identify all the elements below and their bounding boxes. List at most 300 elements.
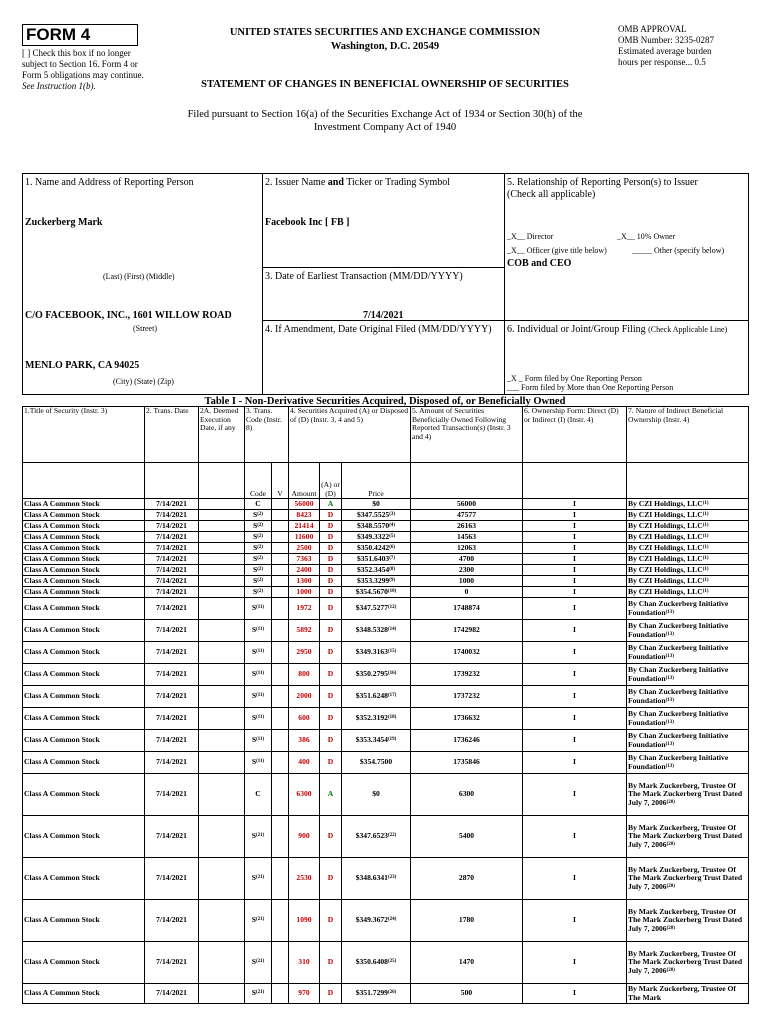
subheader-price: Price — [342, 463, 411, 499]
nature-cell — [627, 521, 749, 532]
security-cell-text: Class A Common Stock — [24, 957, 100, 967]
code-cell-text: S — [251, 735, 257, 745]
amount-cell — [289, 532, 320, 543]
price-cell-text: $350.4242 — [356, 542, 390, 552]
a-or-d-cell — [320, 565, 342, 576]
nature-cell — [627, 984, 749, 1004]
ten-percent-owner-check: _X__ 10% Owner — [617, 232, 676, 241]
price-cell-text: $349.3163 — [355, 647, 388, 657]
date-cell-text: 7/14/2021 — [156, 757, 187, 767]
deemed-date-cell — [199, 708, 245, 730]
ownership-form-cell — [523, 752, 627, 774]
amount-cell-text: 6300 — [296, 789, 312, 799]
owned-cell — [411, 565, 523, 576]
col-header-ownership-form: 6. Ownership Form: Direct (D) or Indirect (I) (Instr. 4) — [523, 407, 627, 463]
table-row — [23, 752, 749, 774]
code-cell-text: S — [252, 509, 258, 519]
amount-cell — [289, 587, 320, 598]
box6-label — [507, 324, 747, 336]
amount-cell-text: 1300 — [296, 575, 312, 585]
footnote-ref: (13) — [665, 719, 674, 725]
omb-approval — [618, 24, 758, 68]
footnote-ref: (21) — [255, 875, 265, 881]
footnote-ref: (21) — [255, 917, 265, 923]
subheader-blank-2 — [145, 463, 199, 499]
v-cell — [272, 664, 289, 686]
a-or-d-cell — [320, 499, 342, 510]
other-check: _____ Other (specify below) — [632, 246, 725, 255]
security-cell — [23, 499, 145, 510]
a-or-d-cell — [320, 620, 342, 642]
footnote-ref: (3) — [389, 511, 396, 517]
owned-cell-text: 1737232 — [453, 691, 480, 701]
date-cell — [145, 664, 199, 686]
deemed-date-cell — [199, 664, 245, 686]
footnote-ref: (11) — [256, 715, 265, 721]
price-cell-text: $348.5570 — [356, 520, 390, 530]
date-cell — [145, 984, 199, 1004]
price-cell-text: $354.5670 — [355, 586, 388, 596]
nature-cell-text: By Mark Zuckerberg, Trustee Of The Mark Zuckerberg Trust Dated July 7, 2006 — [628, 780, 743, 807]
col-header-date: 2. Trans. Date — [145, 407, 199, 463]
owned-cell-text: 4700 — [458, 553, 475, 563]
price-cell-text: $0 — [372, 789, 380, 799]
code-cell — [245, 984, 272, 1004]
date-cell-text: 7/14/2021 — [156, 691, 187, 701]
a-or-d-cell — [320, 942, 342, 984]
footnote-ref: (13) — [665, 631, 674, 637]
date-cell — [145, 510, 199, 521]
price-cell-text: $351.7299 — [355, 988, 388, 998]
a-or-d-cell-text: A — [327, 789, 334, 799]
owned-cell — [411, 686, 523, 708]
price-cell-text: $350.6408 — [355, 957, 388, 967]
footnote-ref: (1) — [702, 511, 709, 517]
security-cell-text: Class A Common Stock — [24, 603, 100, 613]
footnote-ref: (20) — [666, 883, 675, 889]
footnote-ref: (20) — [666, 841, 675, 847]
owned-cell-text: 12063 — [457, 542, 476, 552]
deemed-date-cell — [199, 642, 245, 664]
ownership-form-cell — [523, 554, 627, 565]
ownership-form-cell-text: I — [573, 713, 576, 723]
date-cell-text: 7/14/2021 — [156, 586, 187, 596]
amount-cell — [289, 521, 320, 532]
footnote-ref: (13) — [665, 741, 674, 747]
footnote-ref: (1) — [702, 566, 709, 572]
nature-cell — [627, 587, 749, 598]
footnote-ref: (21) — [255, 959, 265, 965]
box5-label-1: 5. Relationship of Reporting Person(s) to Issuer — [507, 177, 698, 188]
a-or-d-cell — [320, 752, 342, 774]
footnote-ref: (4) — [389, 522, 396, 528]
amount-cell — [289, 510, 320, 521]
ownership-form-cell — [523, 730, 627, 752]
footnote-ref: (26) — [387, 990, 397, 996]
nature-cell-text: By Mark Zuckerberg, Trustee Of The Mark Zuckerberg Trust Dated July 7, 2006 — [628, 948, 743, 975]
price-cell — [342, 942, 411, 984]
nature-cell — [627, 499, 749, 510]
nature-cell — [627, 774, 749, 816]
security-cell-text: Class A Common Stock — [24, 498, 100, 508]
code-cell-text: S — [251, 691, 257, 701]
table-row — [23, 499, 749, 510]
owned-cell-text: 56000 — [457, 498, 476, 508]
a-or-d-cell-text: D — [327, 691, 334, 701]
nature-cell — [627, 942, 749, 984]
amount-cell-text: 310 — [298, 957, 310, 967]
form-title: FORM 4 — [26, 25, 91, 44]
code-cell — [245, 686, 272, 708]
owned-cell — [411, 942, 523, 984]
filing-option-group: ___ Form filed by More than One Reporting Person — [507, 383, 674, 392]
nature-cell — [627, 565, 749, 576]
owned-cell-text: 14563 — [457, 531, 476, 541]
amount-cell — [289, 730, 320, 752]
table-row — [23, 554, 749, 565]
date-cell-text: 7/14/2021 — [156, 531, 187, 541]
a-or-d-cell-text: D — [327, 542, 334, 552]
price-cell — [342, 708, 411, 730]
owned-cell-text: 1736246 — [453, 735, 480, 745]
footnote-ref: (2) — [257, 544, 264, 550]
table-row — [23, 774, 749, 816]
a-or-d-cell — [320, 598, 342, 620]
nature-cell-text: By CZI Holdings, LLC — [628, 520, 703, 530]
code-cell-text: S — [251, 647, 257, 657]
owned-cell — [411, 587, 523, 598]
a-or-d-cell-text: D — [327, 553, 334, 563]
amount-cell-text: 800 — [298, 669, 310, 679]
date-cell-text: 7/14/2021 — [156, 647, 187, 657]
nature-cell-text: By Chan Zuckerberg Initiative Foundation — [628, 665, 729, 683]
owned-cell — [411, 510, 523, 521]
table-row — [23, 942, 749, 984]
owned-cell — [411, 900, 523, 942]
ownership-form-cell — [523, 664, 627, 686]
table-row — [23, 984, 749, 1004]
code-cell-text: C — [255, 789, 261, 799]
footnote-ref: (24) — [387, 917, 397, 923]
amount-cell-text: 7363 — [296, 553, 312, 563]
subheader-blank-3 — [199, 463, 245, 499]
ownership-form-cell — [523, 499, 627, 510]
amount-cell — [289, 598, 320, 620]
ownership-form-cell-text: I — [573, 498, 576, 508]
ownership-form-cell-text: I — [573, 647, 576, 657]
owned-cell-text: 1739232 — [453, 669, 480, 679]
a-or-d-cell-text: D — [327, 575, 334, 585]
deemed-date-cell — [199, 510, 245, 521]
date-cell-text: 7/14/2021 — [156, 831, 187, 841]
price-cell — [342, 554, 411, 565]
col-header-title: 1.Title of Security (Instr. 3) — [23, 407, 145, 463]
amount-cell — [289, 900, 320, 942]
date-cell — [145, 686, 199, 708]
a-or-d-cell — [320, 642, 342, 664]
v-cell — [272, 774, 289, 816]
price-cell — [342, 565, 411, 576]
ownership-form-cell-text: I — [573, 988, 576, 998]
nature-cell — [627, 510, 749, 521]
footnote-ref: (20) — [666, 925, 675, 931]
security-cell — [23, 984, 145, 1004]
owned-cell — [411, 858, 523, 900]
security-cell — [23, 708, 145, 730]
owned-cell — [411, 576, 523, 587]
director-check: _X__ Director — [507, 232, 554, 241]
ownership-form-cell — [523, 858, 627, 900]
security-cell-text: Class A Common Stock — [24, 789, 100, 799]
owned-cell-text: 1740032 — [453, 647, 480, 657]
ownership-form-cell-text: I — [573, 575, 576, 585]
ownership-form-cell-text: I — [573, 542, 576, 552]
footnote-ref: (1) — [702, 522, 709, 528]
table-row — [23, 708, 749, 730]
a-or-d-cell-text: D — [327, 831, 334, 841]
v-cell — [272, 587, 289, 598]
code-cell — [245, 543, 272, 554]
security-cell — [23, 774, 145, 816]
amount-cell — [289, 499, 320, 510]
security-cell-text: Class A Common Stock — [24, 757, 100, 767]
footnote-ref: (1) — [702, 588, 709, 594]
subheader-code: Code — [245, 463, 272, 499]
nature-cell — [627, 816, 749, 858]
box5-label-2: (Check all applicable) — [507, 189, 596, 200]
code-cell-text: S — [252, 575, 258, 585]
nature-cell-text: By Chan Zuckerberg Initiative Foundation — [628, 753, 729, 771]
date-cell — [145, 543, 199, 554]
v-cell — [272, 598, 289, 620]
security-cell-text: Class A Common Stock — [24, 520, 100, 530]
city-address: MENLO PARK, CA 94025 — [25, 360, 140, 371]
date-cell-text: 7/14/2021 — [156, 735, 187, 745]
a-or-d-cell — [320, 576, 342, 587]
code-cell — [245, 532, 272, 543]
form-title-box — [22, 24, 138, 46]
a-or-d-cell-text: D — [327, 713, 334, 723]
a-or-d-cell-text: D — [327, 957, 334, 967]
owned-cell — [411, 730, 523, 752]
date-cell — [145, 598, 199, 620]
code-cell-text: S — [251, 988, 256, 998]
amount-cell-text: 2000 — [296, 691, 312, 701]
date-cell-text: 7/14/2021 — [156, 957, 187, 967]
date-cell-text: 7/14/2021 — [156, 553, 187, 563]
nature-cell-text: By CZI Holdings, LLC — [628, 553, 703, 563]
amount-cell-text: 1000 — [296, 586, 312, 596]
code-cell-text: S — [252, 553, 258, 563]
nature-cell-text: By Mark Zuckerberg, Trustee Of The Mark Zuckerberg Trust Dated July 7, 2006 — [628, 906, 743, 933]
code-cell-text: S — [251, 625, 257, 635]
ownership-form-cell — [523, 510, 627, 521]
nature-cell — [627, 576, 749, 587]
deemed-date-cell — [199, 816, 245, 858]
security-cell — [23, 686, 145, 708]
check-box-see: See Instruction 1(b). — [22, 81, 96, 91]
street-sub-label: (Street) — [133, 324, 157, 333]
box6-label-main: 6. Individual or Joint/Group Filing — [507, 324, 646, 335]
ownership-form-cell-text: I — [573, 757, 576, 767]
price-cell — [342, 510, 411, 521]
v-cell — [272, 708, 289, 730]
footnote-ref: (11) — [256, 737, 265, 743]
owned-cell — [411, 752, 523, 774]
owned-cell-text: 2870 — [458, 873, 475, 883]
a-or-d-cell — [320, 587, 342, 598]
v-cell — [272, 858, 289, 900]
price-cell-text: $348.6341 — [355, 873, 388, 883]
a-or-d-cell — [320, 532, 342, 543]
ownership-form-cell-text: I — [573, 831, 576, 841]
a-or-d-cell-text: A — [327, 498, 334, 508]
reporting-person-box — [22, 173, 263, 395]
security-cell-text: Class A Common Stock — [24, 915, 100, 925]
footnote-ref: (20) — [666, 799, 675, 805]
a-or-d-cell — [320, 708, 342, 730]
col-header-securities: 4. Securities Acquired (A) or Disposed of (D) (Instr. 3, 4 and 5) — [289, 407, 411, 463]
date-cell — [145, 532, 199, 543]
deemed-date-cell — [199, 554, 245, 565]
officer-title: COB and CEO — [507, 258, 572, 269]
price-cell-text: $349.3322 — [356, 531, 390, 541]
security-cell-text: Class A Common Stock — [24, 586, 100, 596]
issuer-box — [262, 173, 505, 268]
nature-cell — [627, 598, 749, 620]
nature-cell — [627, 686, 749, 708]
code-cell-text: S — [251, 915, 256, 925]
date-cell-text: 7/14/2021 — [156, 625, 187, 635]
box5-label — [507, 177, 747, 201]
price-cell-text: $351.6248 — [355, 691, 388, 701]
code-cell — [245, 598, 272, 620]
footnote-ref: (6) — [389, 544, 396, 550]
owned-cell-text: 5400 — [458, 831, 475, 841]
code-cell — [245, 565, 272, 576]
owned-cell — [411, 499, 523, 510]
security-cell — [23, 752, 145, 774]
date-cell-text: 7/14/2021 — [156, 669, 187, 679]
code-cell — [245, 942, 272, 984]
owned-cell-text: 0 — [464, 586, 469, 596]
table-row — [23, 532, 749, 543]
owned-cell — [411, 620, 523, 642]
nature-cell-text: By Chan Zuckerberg Initiative Foundation — [628, 709, 729, 727]
deemed-date-cell — [199, 576, 245, 587]
deemed-date-cell — [199, 532, 245, 543]
footnote-ref: (11) — [256, 693, 265, 699]
filed-line-1: Filed pursuant to Section 16(a) of the Securities Exchange Act of 1934 or Section 30(h) of the — [187, 109, 583, 120]
a-or-d-cell — [320, 554, 342, 565]
subheader-blank-6 — [523, 463, 627, 499]
footnote-ref: (18) — [387, 715, 397, 721]
a-or-d-cell-text: D — [327, 915, 334, 925]
amount-cell-text: 5892 — [296, 625, 312, 635]
owned-cell-text: 1748874 — [453, 603, 480, 613]
footnote-ref: (7) — [389, 555, 396, 561]
code-cell-text: S — [251, 831, 256, 841]
owned-cell-text: 2300 — [458, 564, 475, 574]
a-or-d-cell-text: D — [327, 531, 334, 541]
owned-cell — [411, 521, 523, 532]
security-cell — [23, 664, 145, 686]
price-cell-text: $351.6403 — [356, 553, 390, 563]
security-cell — [23, 816, 145, 858]
owned-cell — [411, 554, 523, 565]
price-cell — [342, 587, 411, 598]
v-cell — [272, 900, 289, 942]
v-cell — [272, 752, 289, 774]
security-cell-text: Class A Common Stock — [24, 575, 100, 585]
check-box-note — [22, 48, 152, 92]
amount-cell-text: 900 — [298, 831, 310, 841]
security-cell-text: Class A Common Stock — [24, 873, 100, 883]
footnote-ref: (1) — [702, 555, 709, 561]
amount-cell-text: 11600 — [294, 531, 314, 541]
v-cell — [272, 499, 289, 510]
amount-cell — [289, 942, 320, 984]
col-header-deemed: 2A. Deemed Execution Date, if any — [199, 407, 245, 463]
amount-cell — [289, 543, 320, 554]
a-or-d-cell-text: D — [327, 509, 334, 519]
owned-cell — [411, 598, 523, 620]
ownership-form-cell — [523, 576, 627, 587]
ownership-form-cell — [523, 686, 627, 708]
security-cell — [23, 620, 145, 642]
nature-cell-text: By CZI Holdings, LLC — [628, 564, 703, 574]
table-header-row — [23, 407, 749, 463]
footnote-ref: (14) — [387, 627, 397, 633]
code-cell-text: S — [252, 542, 258, 552]
v-cell — [272, 984, 289, 1004]
a-or-d-cell — [320, 774, 342, 816]
v-cell — [272, 532, 289, 543]
table-row — [23, 664, 749, 686]
security-cell-text: Class A Common Stock — [24, 831, 100, 841]
owned-cell-text: 47577 — [457, 509, 476, 519]
code-cell-text: S — [252, 586, 258, 596]
footnote-ref: (11) — [256, 649, 265, 655]
v-cell — [272, 686, 289, 708]
date-cell-text: 7/14/2021 — [156, 575, 187, 585]
code-cell-text: S — [252, 531, 258, 541]
date-cell-text: 7/14/2021 — [156, 603, 187, 613]
security-cell — [23, 543, 145, 554]
amount-cell-text: 400 — [298, 757, 310, 767]
footnote-ref: (2) — [257, 555, 264, 561]
code-cell-text: S — [251, 713, 257, 723]
price-cell — [342, 521, 411, 532]
deemed-date-cell — [199, 499, 245, 510]
ownership-form-cell — [523, 642, 627, 664]
security-cell-text: Class A Common Stock — [24, 691, 100, 701]
city-sub-label: (City) (State) (Zip) — [113, 377, 174, 386]
date-cell — [145, 642, 199, 664]
ownership-form-cell-text: I — [573, 531, 576, 541]
owned-cell-text: 1735846 — [453, 757, 480, 767]
code-cell — [245, 900, 272, 942]
box2-label — [265, 177, 450, 189]
ownership-form-cell-text: I — [573, 915, 576, 925]
code-cell — [245, 620, 272, 642]
footnote-ref: (1) — [702, 577, 709, 583]
relationship-box — [504, 173, 749, 321]
amount-cell-text: 970 — [298, 988, 310, 998]
code-cell — [245, 708, 272, 730]
nature-cell — [627, 554, 749, 565]
col-header-code: 3. Trans. Code (Instr. 8) — [245, 407, 289, 463]
